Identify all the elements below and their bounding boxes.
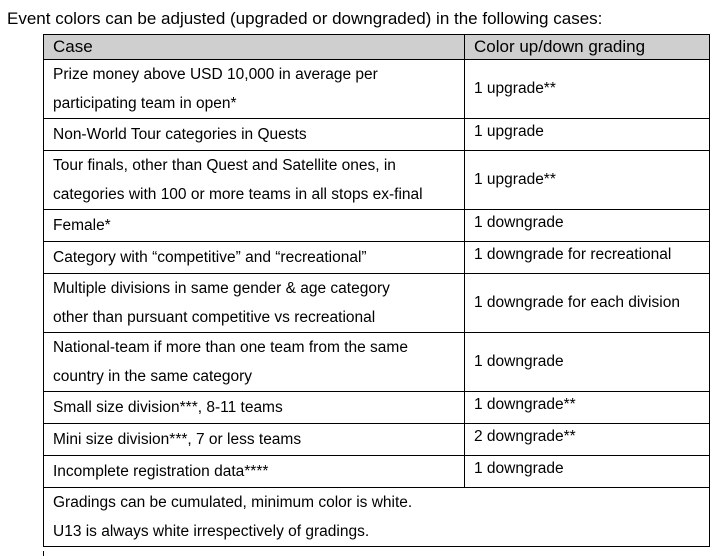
- notes-row: [44, 488, 710, 547]
- table-row: [44, 456, 710, 488]
- table-row: [44, 242, 710, 274]
- grading-cell: 1 downgrade**: [465, 392, 710, 424]
- intro-text: Event colors can be adjusted (upgraded or downgraded) in the following cases:: [7, 9, 603, 28]
- grading-cell: 1 downgrade: [465, 333, 710, 392]
- notes-cell: [44, 488, 710, 547]
- header-grading: Color up/down grading: [465, 35, 710, 60]
- table-row: [44, 151, 710, 210]
- table-row: [44, 392, 710, 424]
- grading-cell: 1 upgrade**: [465, 60, 710, 119]
- note-u13: U13 is always white irrespectively of gradings.: [53, 523, 370, 540]
- case-cell: National-team if more than one team from the same country in the same category: [44, 333, 465, 392]
- grading-cell: 1 downgrade for recreational: [465, 242, 710, 274]
- case-cell: Category with “competitive” and “recreational”: [44, 242, 465, 274]
- note-cumulation: Gradings can be cumulated, minimum color is white.: [53, 494, 413, 511]
- case-cell: Small size division***, 8-11 teams: [44, 392, 465, 424]
- grading-cell: 1 upgrade**: [465, 151, 710, 210]
- color-grading-table: [43, 34, 710, 547]
- case-cell: Mini size division***, 7 or less teams: [44, 424, 465, 456]
- case-cell: Tour finals, other than Quest and Satellite ones, in categories with 100 or more teams in all stops ex-final: [44, 151, 465, 210]
- grading-cell: 1 downgrade: [465, 210, 710, 242]
- table-row: [44, 333, 710, 392]
- case-cell: Prize money above USD 10,000 in average per participating team in open*: [44, 60, 465, 119]
- case-cell: Female*: [44, 210, 465, 242]
- table-bottom-stub: [43, 551, 44, 556]
- table-row: [44, 60, 710, 119]
- header-case: Case: [44, 35, 465, 60]
- table-row: [44, 210, 710, 242]
- table-row: [44, 274, 710, 333]
- case-cell: Incomplete registration data****: [44, 456, 465, 488]
- grading-cell: 1 downgrade for each division: [465, 274, 710, 333]
- table-row: [44, 119, 710, 151]
- table-row: [44, 424, 710, 456]
- case-cell: Non-World Tour categories in Quests: [44, 119, 465, 151]
- table-header-row: [44, 35, 710, 60]
- grading-cell: 2 downgrade**: [465, 424, 710, 456]
- case-cell: Multiple divisions in same gender & age category other than pursuant competitive vs recreational: [44, 274, 465, 333]
- grading-cell: 1 downgrade: [465, 456, 710, 488]
- grading-cell: 1 upgrade: [465, 119, 710, 151]
